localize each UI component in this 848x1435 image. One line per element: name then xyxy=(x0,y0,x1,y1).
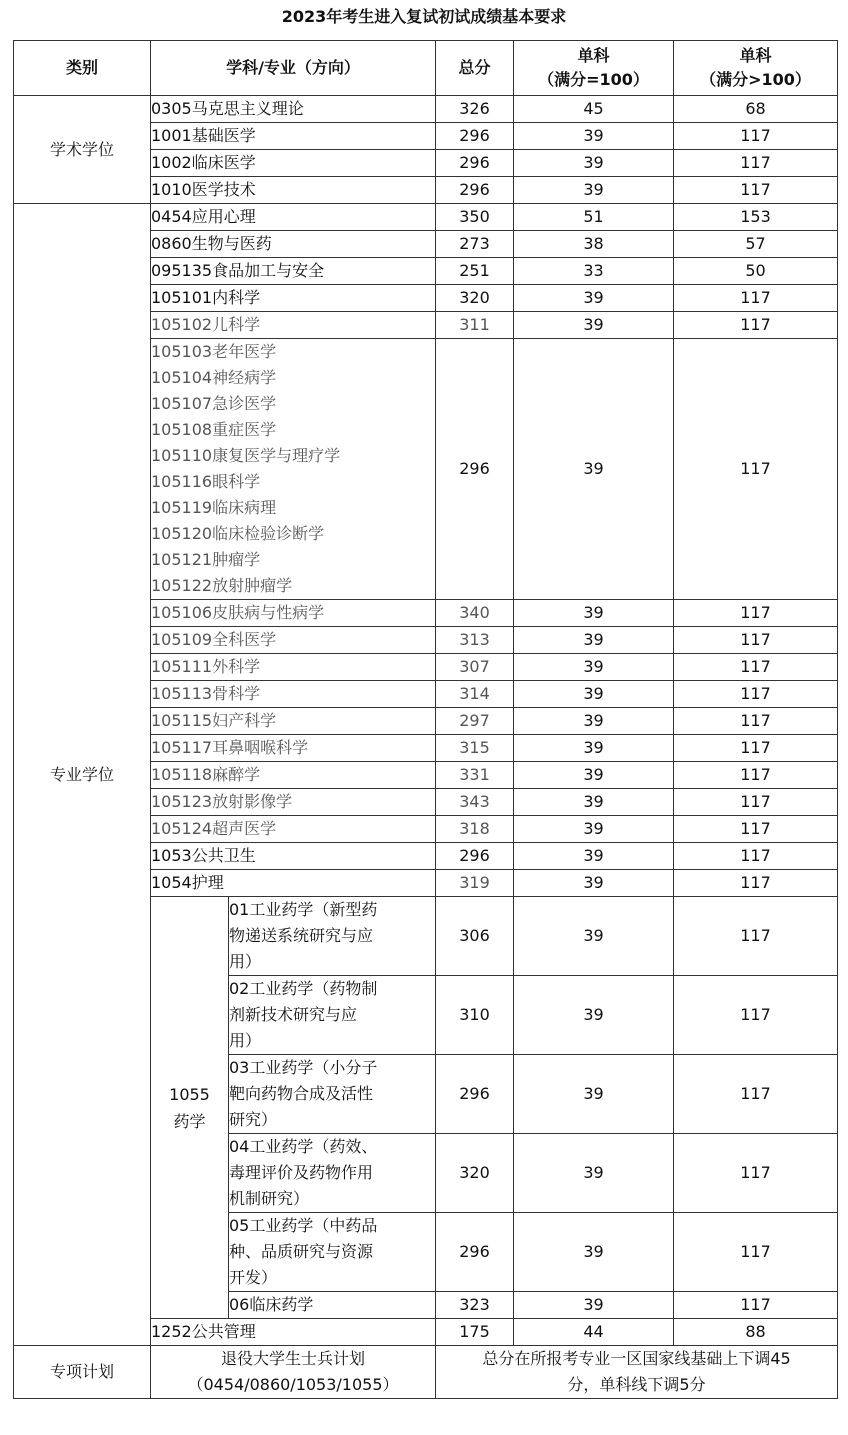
header-total: 总分 xyxy=(436,41,514,96)
total-cell: 343 xyxy=(436,789,514,816)
subject-cell: 105124超声医学 xyxy=(151,816,436,843)
single-100-cell: 39 xyxy=(514,789,674,816)
direction-line: 03工业药学（小分子 xyxy=(229,1058,378,1077)
direction-line: 开发） xyxy=(229,1268,278,1287)
single-over-100-cell: 117 xyxy=(674,897,838,976)
header-subject: 学科/专业（方向） xyxy=(151,41,436,96)
total-cell: 313 xyxy=(436,627,514,654)
total-cell: 318 xyxy=(436,816,514,843)
page-title: 2023年考生进入复试初试成绩基本要求 xyxy=(281,7,567,26)
total-cell: 296 xyxy=(436,339,514,600)
total-cell: 296 xyxy=(436,123,514,150)
group-subject: 105120临床检验诊断学 xyxy=(151,524,325,543)
single-over-100-cell: 117 xyxy=(674,1292,838,1319)
single-100-cell: 39 xyxy=(514,843,674,870)
single-over-100-cell: 117 xyxy=(674,627,838,654)
category-special: 专项计划 xyxy=(14,1346,151,1399)
direction-cell xyxy=(229,1213,436,1292)
subject-cell: 105115妇产科学 xyxy=(151,708,436,735)
special-plan-codes: （0454/0860/1053/1055） xyxy=(187,1375,399,1394)
direction-line: 02工业药学（药物制 xyxy=(229,979,378,998)
single-over-100-cell: 117 xyxy=(674,1213,838,1292)
subject-cell: 1053公共卫生 xyxy=(151,843,436,870)
header-single-100-line1: 单科 xyxy=(577,46,610,65)
group-subject: 105116眼科学 xyxy=(151,472,261,491)
header-single-100 xyxy=(514,41,674,96)
total-cell: 296 xyxy=(436,177,514,204)
header-row xyxy=(14,41,838,96)
direction-line: 剂新技术研究与应 xyxy=(229,1005,358,1024)
subject-group-cell xyxy=(151,339,436,600)
single-100-cell: 33 xyxy=(514,258,674,285)
single-over-100-cell: 117 xyxy=(674,870,838,897)
subject-cell: 105106皮肤病与性病学 xyxy=(151,600,436,627)
subject-cell: 1002临床医学 xyxy=(151,150,436,177)
total-cell: 307 xyxy=(436,654,514,681)
single-100-cell: 39 xyxy=(514,1134,674,1213)
total-cell: 251 xyxy=(436,258,514,285)
direction-cell xyxy=(229,1055,436,1134)
header-single-100-line2: （满分=100） xyxy=(538,70,649,89)
direction-cell xyxy=(229,1134,436,1213)
header-single-over-100-line1: 单科 xyxy=(739,46,772,65)
single-over-100-cell: 117 xyxy=(674,654,838,681)
subject-cell: 0454应用心理 xyxy=(151,204,436,231)
single-100-cell: 39 xyxy=(514,1292,674,1319)
direction-line: 用） xyxy=(229,952,262,971)
special-note-line: 总分在所报考专业一区国家线基础上下调45 xyxy=(482,1349,791,1368)
direction-line: 04工业药学（药效、 xyxy=(229,1137,378,1156)
total-cell: 296 xyxy=(436,1055,514,1134)
direction-line: 靶向药物合成及活性 xyxy=(229,1084,374,1103)
single-100-cell: 39 xyxy=(514,1055,674,1134)
special-plan-cell xyxy=(151,1346,436,1399)
special-plan-name: 退役大学生士兵计划 xyxy=(221,1349,366,1368)
single-100-cell: 44 xyxy=(514,1319,674,1346)
single-100-cell: 39 xyxy=(514,897,674,976)
direction-line: 种、品质研究与资源 xyxy=(229,1242,374,1261)
single-over-100-cell: 117 xyxy=(674,600,838,627)
direction-line: 01工业药学（新型药 xyxy=(229,900,378,919)
single-over-100-cell: 117 xyxy=(674,1134,838,1213)
subject-cell: 105113骨科学 xyxy=(151,681,436,708)
group-subject: 105119临床病理 xyxy=(151,498,277,517)
direction-line: 研究） xyxy=(229,1110,278,1129)
total-cell: 175 xyxy=(436,1319,514,1346)
header-single-over-100-line2: （满分>100） xyxy=(700,70,811,89)
requirements-table xyxy=(13,40,838,1399)
header-category: 类别 xyxy=(14,41,151,96)
total-cell: 306 xyxy=(436,897,514,976)
single-over-100-cell: 117 xyxy=(674,285,838,312)
single-over-100-cell: 117 xyxy=(674,312,838,339)
single-100-cell: 39 xyxy=(514,816,674,843)
total-cell: 311 xyxy=(436,312,514,339)
single-over-100-cell: 117 xyxy=(674,708,838,735)
single-over-100-cell: 117 xyxy=(674,735,838,762)
total-cell: 326 xyxy=(436,96,514,123)
single-over-100-cell: 117 xyxy=(674,816,838,843)
single-100-cell: 39 xyxy=(514,627,674,654)
single-over-100-cell: 117 xyxy=(674,1055,838,1134)
single-100-cell: 51 xyxy=(514,204,674,231)
single-100-cell: 39 xyxy=(514,150,674,177)
total-cell: 323 xyxy=(436,1292,514,1319)
single-over-100-cell: 117 xyxy=(674,843,838,870)
direction-line: 毒理评价及药物作用 xyxy=(229,1163,374,1182)
subject-cell: 105109全科医学 xyxy=(151,627,436,654)
special-note-line: 分，单科线下调5分 xyxy=(567,1375,706,1394)
single-100-cell: 39 xyxy=(514,177,674,204)
single-100-cell: 39 xyxy=(514,123,674,150)
total-cell: 297 xyxy=(436,708,514,735)
single-over-100-cell: 117 xyxy=(674,123,838,150)
single-100-cell: 39 xyxy=(514,1213,674,1292)
single-100-cell: 39 xyxy=(514,870,674,897)
single-100-cell: 39 xyxy=(514,735,674,762)
direction-cell xyxy=(229,976,436,1055)
category-professional: 专业学位 xyxy=(14,204,151,1346)
single-100-cell: 45 xyxy=(514,96,674,123)
direction-cell xyxy=(229,897,436,976)
single-100-cell: 39 xyxy=(514,285,674,312)
subject-cell: 105101内科学 xyxy=(151,285,436,312)
subject-cell: 105102儿科学 xyxy=(151,312,436,339)
single-over-100-cell: 117 xyxy=(674,976,838,1055)
single-over-100-cell: 50 xyxy=(674,258,838,285)
subject-cell: 1054护理 xyxy=(151,870,436,897)
single-100-cell: 39 xyxy=(514,654,674,681)
single-over-100-cell: 117 xyxy=(674,789,838,816)
direction-line: 05工业药学（中药品 xyxy=(229,1216,378,1235)
group-subject: 105122放射肿瘤学 xyxy=(151,576,293,595)
total-cell: 315 xyxy=(436,735,514,762)
single-100-cell: 39 xyxy=(514,600,674,627)
table-row xyxy=(14,96,838,123)
single-100-cell: 38 xyxy=(514,231,674,258)
total-cell: 273 xyxy=(436,231,514,258)
group-subject: 105108重症医学 xyxy=(151,420,277,439)
single-100-cell: 39 xyxy=(514,976,674,1055)
subject-cell: 105117耳鼻咽喉科学 xyxy=(151,735,436,762)
category-academic: 学术学位 xyxy=(14,96,151,204)
table-row-special xyxy=(14,1346,838,1399)
total-cell: 350 xyxy=(436,204,514,231)
single-100-cell: 39 xyxy=(514,708,674,735)
total-cell: 314 xyxy=(436,681,514,708)
total-cell: 310 xyxy=(436,976,514,1055)
pharmacy-label xyxy=(151,897,229,1319)
single-over-100-cell: 68 xyxy=(674,96,838,123)
direction-line: 用） xyxy=(229,1031,262,1050)
subject-cell: 0305马克思主义理论 xyxy=(151,96,436,123)
single-over-100-cell: 117 xyxy=(674,339,838,600)
subject-cell: 105111外科学 xyxy=(151,654,436,681)
subject-cell: 105118麻醉学 xyxy=(151,762,436,789)
single-100-cell: 39 xyxy=(514,762,674,789)
group-subject: 105104神经病学 xyxy=(151,368,277,387)
single-100-cell: 39 xyxy=(514,339,674,600)
single-over-100-cell: 117 xyxy=(674,762,838,789)
single-over-100-cell: 153 xyxy=(674,204,838,231)
single-100-cell: 39 xyxy=(514,681,674,708)
single-100-cell: 39 xyxy=(514,312,674,339)
single-over-100-cell: 117 xyxy=(674,681,838,708)
single-over-100-cell: 117 xyxy=(674,150,838,177)
total-cell: 340 xyxy=(436,600,514,627)
header-single-over-100 xyxy=(674,41,838,96)
special-note-cell xyxy=(436,1346,838,1399)
total-cell: 320 xyxy=(436,285,514,312)
single-over-100-cell: 117 xyxy=(674,177,838,204)
group-subject: 105107急诊医学 xyxy=(151,394,277,413)
direction-line: 机制研究） xyxy=(229,1189,310,1208)
subject-cell: 105123放射影像学 xyxy=(151,789,436,816)
table-row xyxy=(14,204,838,231)
total-cell: 320 xyxy=(436,1134,514,1213)
single-over-100-cell: 88 xyxy=(674,1319,838,1346)
subject-cell: 1010医学技术 xyxy=(151,177,436,204)
subject-cell: 0860生物与医药 xyxy=(151,231,436,258)
subject-cell: 095135食品加工与安全 xyxy=(151,258,436,285)
single-over-100-cell: 57 xyxy=(674,231,838,258)
direction-line: 物递送系统研究与应 xyxy=(229,926,374,945)
total-cell: 296 xyxy=(436,150,514,177)
subject-cell: 1001基础医学 xyxy=(151,123,436,150)
group-subject: 105103老年医学 xyxy=(151,342,277,361)
subject-cell: 1252公共管理 xyxy=(151,1319,436,1346)
pharmacy-label-name: 药学 xyxy=(173,1111,206,1131)
total-cell: 296 xyxy=(436,1213,514,1292)
total-cell: 319 xyxy=(436,870,514,897)
direction-cell: 06临床药学 xyxy=(229,1292,436,1319)
group-subject: 105121肿瘤学 xyxy=(151,550,261,569)
total-cell: 296 xyxy=(436,843,514,870)
pharmacy-label-code: 1055 xyxy=(169,1084,210,1104)
group-subject: 105110康复医学与理疗学 xyxy=(151,446,341,465)
total-cell: 331 xyxy=(436,762,514,789)
